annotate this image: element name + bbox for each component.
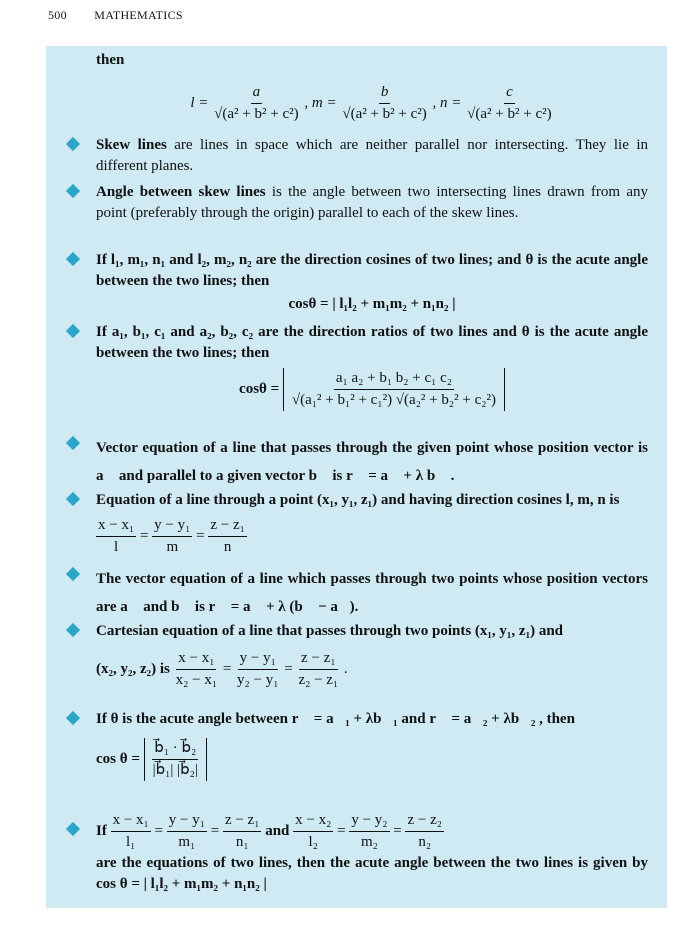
angle-skew-item: Angle between skew lines is the angle between two intersecting lines drawn from any point (preferably through the origin) parallel to each of the skew lines. xyxy=(96,182,648,224)
two-lines-item: If $\frac{\text{x − x₁}}{\text{l₁}}$ = $\frac{\text{y − y₁}}{\text{m₁}}$ = $\frac{\text{z − z₁}}{\text{n₁}}$ and $\frac{\text{x − x₂}}{\text{l₂}}$ = $\frac{\text{y − y₂}}{\text{m₂}}$ = $\frac{\text{z − z₂}}{\text{n₂}}$ are the equations of two lines, then the acute angle between the two lines is given by cos θ = | l₁l₂ + m₁m₂ + n₁n₂ | xyxy=(96,810,648,895)
equation-point-item: Equation of a line through a point (x₁, y₁, z₁) and having direction cosines l, m, n is $\frac{\text{x − x₁}}{l}$ = $\frac{\text{y − y₁}}{m}$ = $\frac{\text{z − z₁}}{n}$ xyxy=(96,490,648,558)
vector-two-points-item: The vector equation of a line which passes through two points whose position vectors are a⃗ and b⃗ is r⃗ = a⃗ + λ (b⃗ − a⃗). xyxy=(96,565,648,621)
direction-cosines-item: If l₁, m₁, n₁ and l₂, m₂, n₂ are the direction cosines of two lines; and θ is the acute angle between the two lines; then cosθ = | l₁l₂ + m₁m₂ + n₁n₂ | xyxy=(96,250,648,315)
acute-angle-item: If θ is the acute angle between r⃗ = a⃗₁ + λb⃗₁ and r⃗ = a⃗₂ + λb⃗₂ , then cos θ = $\frac{\text{b⃗₁ · b⃗₂}}{\text{|b⃗₁| |b⃗₂|}}$ xyxy=(96,709,648,781)
page-header xyxy=(48,8,183,23)
running-title: MATHEMATICS xyxy=(94,8,183,22)
page-number: 500 xyxy=(48,8,67,22)
direction-ratios-item: If a₁, b₁, c₁ and a₂, b₂, c₂ are the direction ratios of two lines and θ is the acute angle between the two lines; then cosθ = $\frac{\text{a₁ a₂ + b₁ b₂ + c₁ c₂}}{\text{√(a₁² + b₁² + c₁²) √(a₂² + b₂² + c₂²)}}$ xyxy=(96,322,648,411)
then-text: then xyxy=(96,52,125,68)
direction-cosine-formula: l = $\frac{a}{\text{√(a² + b² + c²)}}$ , m = $\frac{b}{\text{√(a² + b² + c²)}}$ , n = $\frac{c}{\text{√(a² + b² + c²)}}$ xyxy=(190,84,552,122)
cartesian-two-points-item: Cartesian equation of a line that passes through two points (x₁, y₁, z₁) and (x₂, y₂, z₂) is $\frac{\text{x − x₁}}{\text{x₂ − x₁}}$ = $\frac{\text{y − y₁}}{\text{y₂ − y₁}}$ = $\frac{\text{z − z₁}}{\text{z₂ − z₁}}$ . xyxy=(96,621,648,691)
skew-lines-item: Skew lines are lines in space which are neither parallel nor intersecting. They lie in different planes. xyxy=(96,135,648,177)
vector-line-item: Vector equation of a line that passes through the given point whose position vector is a⃗ and parallel to a given vector b⃗ is r⃗ = a⃗ + λ b⃗ . xyxy=(96,434,648,490)
